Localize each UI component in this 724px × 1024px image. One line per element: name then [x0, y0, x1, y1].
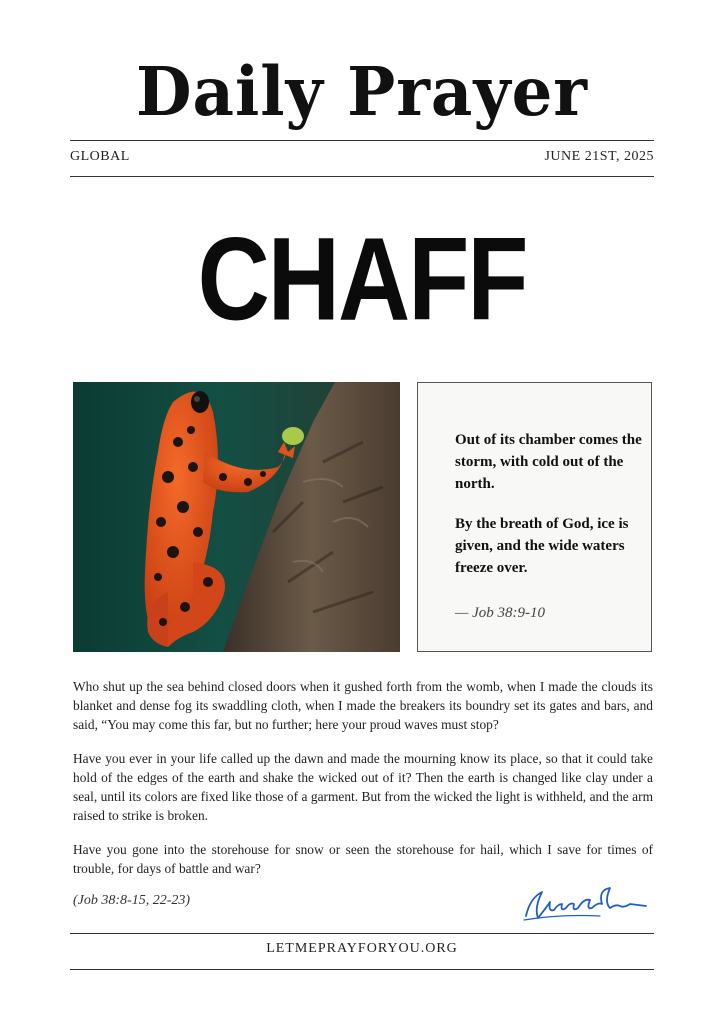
- frog-illustration: [73, 382, 400, 652]
- footer-bottom-rule: [70, 969, 654, 970]
- date-label: JUNE 21ST, 2025: [544, 149, 654, 164]
- footer-top-rule: [70, 933, 654, 934]
- region-label: GLOBAL: [70, 149, 130, 164]
- body-paragraph-3: Have you gone into the storehouse for snow or seen the storehouse for hail, which I save for times of trouble, for days of battle and war?: [73, 842, 653, 876]
- scripture-citation: (Job 38:8-15, 22-23): [73, 893, 191, 908]
- verse-reference: — Job 38:9-10: [455, 605, 545, 621]
- verse-stanza-1: Out of its chamber comes the storm, with cold out of the north.: [455, 432, 642, 492]
- header-top-rule: [70, 140, 654, 141]
- footer-website: LETMEPRAYFORYOU.ORG: [266, 941, 458, 956]
- header-bottom-rule: [70, 176, 654, 177]
- verse-box: [417, 382, 652, 652]
- signature-icon: [520, 878, 650, 928]
- headline: CHAFF: [197, 213, 527, 346]
- verse-stanza-2: By the breath of God, ice is given, and the wide waters freeze over.: [455, 516, 629, 576]
- masthead-title: Daily Prayer: [136, 53, 588, 132]
- frog-photo: [73, 382, 400, 652]
- body-paragraph-2: Have you ever in your life called up the dawn and made the mourning know its place, so that it could take hold of the edges of the earth and shake the wicked out of it? Then the earth is changed like clay under a seal, until its colors are fixed like those of a garment. But from the wicked the light is withheld, and the arm raised to strike is broken.: [73, 751, 653, 823]
- body-paragraph-1: Who shut up the sea behind closed doors when it gushed forth from the womb, when I made the clouds its blanket and dense fog its swaddling cloth, when I made the breakers its boundry set its gates and bars, and said, “You may come this far, but no further; here your proud waves must stop?: [73, 679, 653, 732]
